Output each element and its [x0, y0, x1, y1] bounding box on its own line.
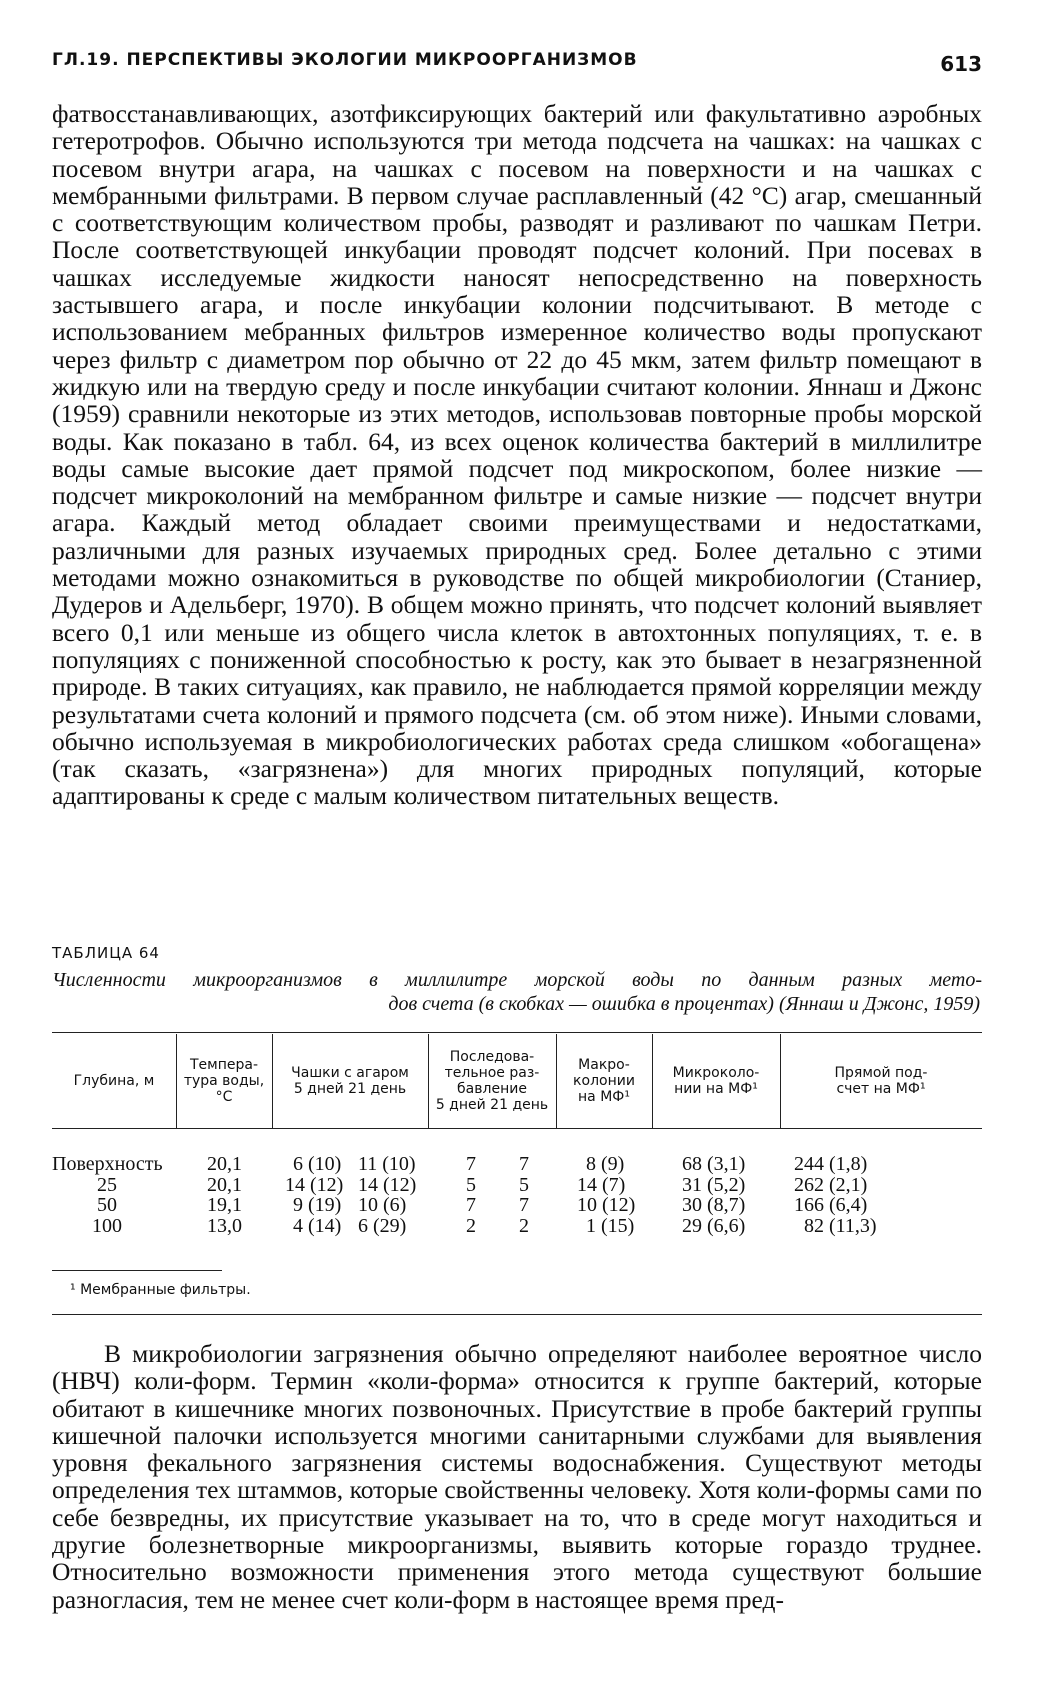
cell-depth: 100	[92, 1214, 122, 1237]
body-paragraph-1	[52, 100, 982, 810]
cell-macro: 8 (9)	[586, 1153, 625, 1175]
paragraph-text: фатвосстанавливающих, азотфиксирующих бактерий или факультативно аэробных гетеротрофов. Обычно используются три метода подсчета на чашках: на чашках с посевом внутри агара, на чашках с посевом на поверхности и на чашках с мембранными фильтрами. В первом случае расплавленный (42 °С) агар, смешанный с соответствующим количеством пробы, разводят и разливают по чашкам Петри. После соответствующей инкубации проводят подсчет колоний. При посевах в чашках исследуемые жидкости наносят непосредственно на поверхность застывшего агара, и после инкубации колонии подсчитывают. В методе с использованием мебранных фильтров измеренное количество воды пропускают через фильтр с диаметром пор обычно от 22 до 45 мкм, затем фильтр помещают в жидкую или на твердую среду и после инкубации считают колонии. Яннаш и Джонс (1959) сравнили некоторые из этих методов, использовав повторные пробы морской воды. Как показано в табл. 64, из всех оценок количества бактерий в миллилитре воды самые высокие дает прямой подсчет под микроскопом, более низкие — подсчет микроколоний на мембранном фильтре и самые низкие — подсчет внутри агара. Каждый метод обладает своими преимуществами и недостатками, различными для разных изучаемых природных сред. Более детально с этими методами можно ознакомиться в руководстве по общей микробиологии (Станиер, Дудеров и Адельберг, 1970). В общем можно принять, что подсчет колоний выявляет всего 0,1 или меньше из общего числа клеток в автохтонных популяциях, т. е. в популяциях с пониженной способностью к росту, как это бывает в незагрязненной природе. В таких ситуациях, как правило, не наблюдается прямой корреляции между результатами счета колоний и прямого подсчета (см. об этом ниже). Иными словами, обычно используемая в микробиологических работах среда слишком «обогащена» (так сказать, «загрязнена») для многих природных популяций, которые адаптированы к среде с малым количеством питательных веществ.	[52, 99, 982, 811]
table-bottom-rule	[52, 1314, 982, 1315]
table-label: ТАБЛИЦА 64	[52, 944, 160, 962]
cell-direct: 166 (6,4)	[794, 1194, 868, 1216]
cell-macro: 14 (7)	[577, 1173, 626, 1196]
cell-direct: 244 (1,8)	[794, 1153, 868, 1175]
cell-agar-5: 4 (14)	[293, 1214, 342, 1237]
page-header	[52, 50, 982, 80]
cell-temp: 20,1	[207, 1153, 242, 1175]
table-row	[52, 1216, 982, 1237]
footnote-rule	[52, 1270, 222, 1271]
page-number: 613	[940, 52, 982, 76]
cell-agar-5: 9 (19)	[293, 1194, 342, 1216]
header-microcolonies: Микроколо- нии на МФ¹	[672, 1065, 760, 1097]
cell-seq-21: 2	[519, 1214, 529, 1237]
cell-agar-5: 14 (12)	[285, 1173, 344, 1196]
table-caption	[52, 968, 982, 1016]
table-footnote: ¹ Мембранные фильтры.	[70, 1282, 251, 1298]
cell-depth: 25	[97, 1173, 117, 1196]
cell-seq-21: 5	[519, 1173, 529, 1196]
table-caption-line-2: дов счета (в скобках — ошибка в процентах) (Яннаш и Джонс, 1959)	[388, 993, 980, 1015]
header-macrocolonies: Макро- колонии на МФ¹	[573, 1057, 635, 1105]
cell-agar-21: 14 (12)	[358, 1173, 417, 1196]
cell-seq-5: 7	[466, 1194, 476, 1216]
header-direct-count: Прямой под- счет на МФ¹	[834, 1065, 928, 1097]
cell-agar-5: 6 (10)	[293, 1153, 342, 1175]
header-temperature: Темпера- тура воды, °С	[183, 1057, 265, 1105]
header-depth: Глубина, м	[73, 1073, 155, 1089]
cell-direct: 262 (2,1)	[794, 1173, 868, 1196]
cell-agar-21: 10 (6)	[358, 1194, 407, 1216]
cell-seq-21: 7	[519, 1194, 529, 1216]
table-header	[52, 1034, 982, 1128]
cell-agar-21: 6 (29)	[358, 1214, 407, 1237]
running-title: ГЛ.19. ПЕРСПЕКТИВЫ ЭКОЛОГИИ МИКРООРГАНИЗМОВ	[52, 50, 638, 70]
cell-macro: 1 (15)	[586, 1214, 635, 1237]
cell-seq-5: 2	[466, 1214, 476, 1237]
cell-seq-21: 7	[519, 1153, 529, 1175]
table-header-rule	[52, 1128, 982, 1129]
cell-macro: 10 (12)	[577, 1194, 636, 1216]
cell-depth: Поверхность	[52, 1153, 163, 1175]
table-top-rule	[52, 1032, 982, 1033]
cell-temp: 13,0	[207, 1214, 242, 1237]
cell-temp: 20,1	[207, 1173, 242, 1196]
table-row	[52, 1154, 982, 1175]
table-caption-line-1: Численности микроорганизмов в миллилитре морской воды по данным разных мето-	[52, 969, 982, 991]
cell-temp: 19,1	[207, 1194, 242, 1216]
cell-seq-5: 7	[466, 1153, 476, 1175]
cell-seq-5: 5	[466, 1173, 476, 1196]
table-row	[52, 1195, 982, 1216]
cell-micro: 31 (5,2)	[682, 1173, 746, 1196]
cell-direct: 82 (11,3)	[804, 1214, 877, 1237]
body-paragraph-2	[52, 1340, 982, 1613]
cell-micro: 29 (6,6)	[682, 1214, 746, 1237]
cell-micro: 30 (8,7)	[682, 1194, 746, 1216]
cell-agar-21: 11 (10)	[358, 1153, 416, 1175]
cell-depth: 50	[97, 1194, 117, 1216]
header-sequential-dilution: Последова- тельное раз- бавление 5 дней 21 день	[435, 1049, 549, 1113]
paragraph-text: В микробиологии загрязнения обычно определяют наиболее вероятное число (НВЧ) коли-форм. Термин «коли-форма» относится к группе бактерий, которые обитают в кишечнике многих позвоночных. Присутствие в пробе бактерий группы кишечной палочки используется многими санитарными службами для выявления уровня фекального загрязнения системы водоснабжения. Существуют методы определения тех штаммов, которые свойственны человеку. Хотя коли-формы сами по себе безвредны, их присутствие указывает на то, что в среде могут находиться и другие болезнетворные микроорганизмы, выявить которые гораздо труднее. Относительно возможности применения этого метода существуют большие разногласия, тем не менее счет коли-форм в настоящее время пред-	[52, 1339, 982, 1614]
header-agar-plates: Чашки с агаром 5 дней 21 день	[291, 1065, 409, 1097]
table-row	[52, 1175, 982, 1196]
table-body	[52, 1154, 982, 1236]
cell-micro: 68 (3,1)	[682, 1153, 746, 1175]
